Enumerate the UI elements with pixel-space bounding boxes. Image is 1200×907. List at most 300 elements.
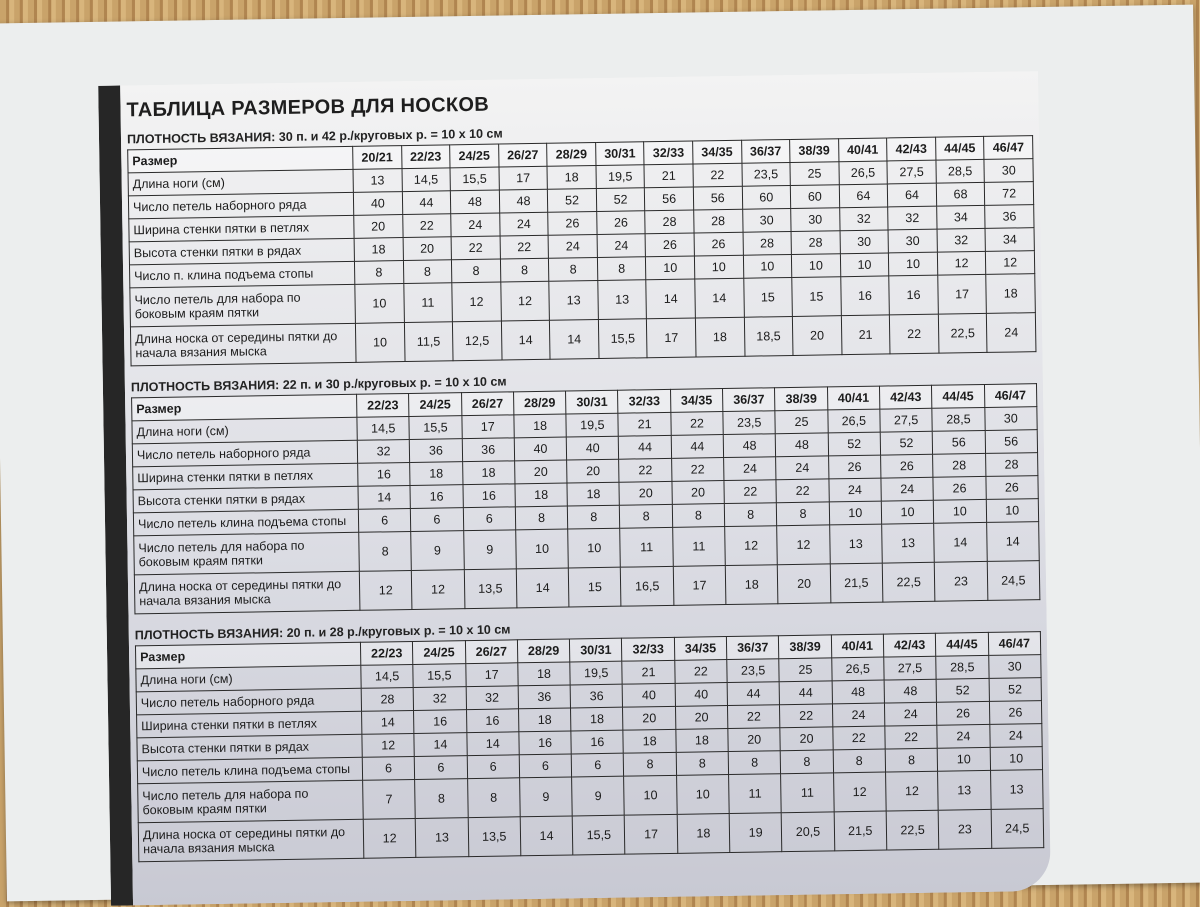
value-cell: 14 — [550, 320, 599, 360]
value-cell: 8 — [624, 752, 677, 776]
value-cell: 13 — [938, 770, 991, 810]
value-cell: 28 — [645, 210, 694, 234]
value-cell: 14 — [466, 732, 519, 756]
size-table — [131, 383, 1040, 614]
value-cell: 14 — [934, 522, 987, 562]
value-cell: 9 — [519, 777, 572, 817]
value-cell: 12 — [500, 281, 549, 321]
size-header-cell: 30/31 — [595, 142, 644, 166]
size-table-section — [131, 366, 1041, 614]
value-cell: 22 — [780, 704, 833, 728]
value-cell: 10 — [829, 501, 882, 525]
value-cell: 24 — [499, 212, 548, 236]
value-cell: 14 — [501, 320, 550, 360]
value-cell: 14 — [986, 522, 1039, 562]
value-cell: 30 — [984, 407, 1037, 431]
size-header-cell: 38/39 — [779, 635, 832, 659]
value-cell: 22 — [402, 214, 451, 238]
value-cell: 27,5 — [884, 656, 937, 680]
row-label-cell: Ширина стенки пятки в петлях — [133, 463, 358, 490]
value-cell: 36 — [410, 439, 463, 463]
value-cell: 18 — [725, 565, 778, 605]
value-cell: 8 — [515, 506, 568, 530]
value-cell: 44 — [402, 191, 451, 215]
value-cell: 28,5 — [936, 159, 985, 183]
value-cell: 8 — [777, 502, 830, 526]
value-cell: 26 — [989, 701, 1042, 725]
value-cell: 40 — [566, 436, 619, 460]
size-header-cell: 26/27 — [461, 392, 514, 416]
value-cell: 24 — [884, 702, 937, 726]
value-cell: 12 — [777, 525, 830, 565]
value-cell: 8 — [781, 750, 834, 774]
value-cell: 13 — [416, 818, 469, 858]
value-cell: 22 — [500, 235, 549, 259]
value-cell: 15 — [792, 277, 841, 317]
value-cell: 17 — [647, 318, 696, 358]
size-header-cell: 22/23 — [360, 641, 413, 665]
value-cell: 32 — [413, 687, 466, 711]
value-cell: 11 — [403, 283, 452, 323]
size-header-cell: 38/39 — [775, 387, 828, 411]
size-header-cell: 26/27 — [465, 640, 518, 664]
value-cell: 16 — [571, 730, 624, 754]
value-cell: 8 — [620, 504, 673, 528]
value-cell: 56 — [645, 187, 694, 211]
value-cell: 30 — [888, 229, 937, 253]
value-cell: 6 — [519, 754, 572, 778]
value-cell: 8 — [568, 505, 621, 529]
row-label-cell: Число петель клина подъема стопы — [137, 757, 362, 784]
row-label-cell: Число петель для набора по боковым краям пятки — [138, 780, 364, 823]
value-cell: 44 — [779, 681, 832, 705]
size-header-cell: 36/37 — [726, 636, 779, 660]
size-header-cell: 42/43 — [883, 633, 936, 657]
value-cell: 6 — [463, 507, 516, 531]
header-label-cell: Размер — [128, 146, 353, 173]
header-label-cell: Размер — [132, 394, 357, 421]
row-label-cell: Длина ноги (см) — [128, 169, 353, 196]
value-cell: 44 — [727, 682, 780, 706]
size-header-cell: 24/25 — [450, 144, 499, 168]
value-cell: 6 — [411, 508, 464, 532]
row-label-cell: Высота стенки пятки в рядах — [129, 238, 354, 265]
value-cell: 16 — [466, 709, 519, 733]
value-cell: 10 — [646, 256, 695, 280]
value-cell: 56 — [693, 186, 742, 210]
value-cell: 6 — [467, 755, 520, 779]
value-cell: 26 — [933, 476, 986, 500]
size-header-cell: 32/33 — [618, 389, 671, 413]
value-cell: 26,5 — [831, 657, 884, 681]
value-cell: 30 — [742, 208, 791, 232]
value-cell: 20 — [403, 237, 452, 261]
value-cell: 13 — [549, 281, 598, 321]
value-cell: 22 — [671, 458, 724, 482]
value-cell: 26 — [597, 211, 646, 235]
value-cell: 32 — [888, 206, 937, 230]
size-table-section — [135, 614, 1045, 862]
size-header-cell: 32/33 — [622, 637, 675, 661]
value-cell: 28 — [791, 231, 840, 255]
value-cell: 34 — [936, 205, 985, 229]
value-cell: 8 — [597, 257, 646, 281]
value-cell: 10 — [937, 747, 990, 771]
value-cell: 21 — [622, 660, 675, 684]
value-cell: 28 — [694, 209, 743, 233]
value-cell: 18 — [515, 483, 568, 507]
row-label-cell: Высота стенки пятки в рядах — [133, 486, 358, 513]
value-cell: 13 — [353, 169, 402, 193]
size-header-cell: 26/27 — [498, 143, 547, 167]
row-label-cell: Число петель наборного ряда — [128, 192, 353, 219]
size-header-cell: 22/23 — [401, 145, 450, 169]
value-cell: 17 — [499, 166, 548, 190]
value-cell: 20 — [619, 481, 672, 505]
value-cell: 27,5 — [880, 408, 933, 432]
value-cell: 19,5 — [570, 661, 623, 685]
value-cell: 16 — [463, 484, 516, 508]
density-heading: ПЛОТНОСТЬ ВЯЗАНИЯ: 20 п. и 28 р./круговых р. = 10 x 10 см — [134, 622, 511, 643]
value-cell: 40 — [353, 192, 402, 216]
size-header-cell: 30/31 — [566, 390, 619, 414]
value-cell: 8 — [549, 258, 598, 282]
value-cell: 22 — [671, 412, 724, 436]
value-cell: 22 — [451, 236, 500, 260]
size-header-cell: 40/41 — [827, 386, 880, 410]
value-cell: 23,5 — [727, 659, 780, 683]
size-table-section — [127, 118, 1037, 366]
value-cell: 22 — [724, 480, 777, 504]
value-cell: 11 — [672, 527, 725, 567]
value-cell: 14 — [358, 485, 411, 509]
value-cell: 36 — [570, 684, 623, 708]
value-cell: 20 — [623, 706, 676, 730]
value-cell: 24,5 — [987, 561, 1040, 601]
value-cell: 22,5 — [882, 562, 935, 602]
size-header-cell: 42/43 — [879, 385, 932, 409]
page-title: ТАБЛИЦА РАЗМЕРОВ ДЛЯ НОСКОВ — [126, 93, 490, 122]
size-header-cell: 28/29 — [517, 639, 570, 663]
value-cell: 7 — [363, 779, 416, 819]
density-heading: ПЛОТНОСТЬ ВЯЗАНИЯ: 22 п. и 30 р./круговых р. = 10 x 10 см — [130, 374, 507, 395]
value-cell: 12 — [363, 818, 416, 858]
size-header-cell: 36/37 — [723, 388, 776, 412]
value-cell: 28,5 — [936, 655, 989, 679]
value-cell: 32 — [357, 439, 410, 463]
value-cell: 8 — [354, 261, 403, 285]
value-cell: 48 — [450, 190, 499, 214]
value-cell: 9 — [411, 531, 464, 571]
value-cell: 15 — [743, 277, 792, 317]
value-cell: 17 — [465, 663, 518, 687]
value-cell: 9 — [572, 776, 625, 816]
value-cell: 44 — [619, 435, 672, 459]
value-cell: 48 — [499, 189, 548, 213]
value-cell: 20,5 — [782, 812, 835, 852]
value-cell: 52 — [880, 431, 933, 455]
value-cell: 19,5 — [566, 413, 619, 437]
value-cell: 28,5 — [932, 407, 985, 431]
value-cell: 14 — [414, 733, 467, 757]
printed-page — [98, 71, 1051, 906]
value-cell: 18 — [623, 729, 676, 753]
density-heading: ПЛОТНОСТЬ ВЯЗАНИЯ: 30 п. и 42 р./круговых р. = 10 x 10 см — [126, 126, 503, 147]
value-cell: 8 — [724, 503, 777, 527]
value-cell: 8 — [672, 504, 725, 528]
size-header-cell: 40/41 — [838, 138, 887, 162]
value-cell: 24 — [832, 703, 885, 727]
value-cell: 64 — [887, 183, 936, 207]
value-cell: 24 — [548, 235, 597, 259]
value-cell: 10 — [694, 255, 743, 279]
value-cell: 24 — [881, 477, 934, 501]
value-cell: 6 — [415, 756, 468, 780]
value-cell: 8 — [500, 258, 549, 282]
row-label-cell: Число петель для набора по боковым краям пятки — [134, 532, 360, 575]
row-label-cell: Длина ноги (см) — [132, 417, 357, 444]
value-cell: 28 — [933, 453, 986, 477]
value-cell: 23 — [935, 561, 988, 601]
row-label-cell: Число петель наборного ряда — [132, 440, 357, 467]
row-label-cell: Длина ноги (см) — [136, 665, 361, 692]
value-cell: 30 — [791, 208, 840, 232]
value-cell: 14 — [516, 568, 569, 608]
value-cell: 30 — [988, 655, 1041, 679]
value-cell: 20 — [675, 706, 728, 730]
value-cell: 60 — [790, 185, 839, 209]
size-header-cell: 30/31 — [570, 638, 623, 662]
value-cell: 10 — [568, 528, 621, 568]
size-header-cell: 28/29 — [513, 391, 566, 415]
value-cell: 15,5 — [409, 416, 462, 440]
value-cell: 32 — [937, 228, 986, 252]
value-cell: 24 — [597, 234, 646, 258]
value-cell: 20 — [515, 460, 568, 484]
value-cell: 24 — [724, 457, 777, 481]
row-label-cell: Число петель наборного ряда — [136, 688, 361, 715]
value-cell: 23,5 — [723, 411, 776, 435]
value-cell: 10 — [624, 775, 677, 815]
value-cell: 21 — [644, 164, 693, 188]
value-cell: 52 — [828, 432, 881, 456]
value-cell: 30 — [840, 230, 889, 254]
value-cell: 10 — [676, 775, 729, 815]
value-cell: 14 — [695, 278, 744, 318]
value-cell: 18,5 — [744, 316, 793, 356]
value-cell: 14 — [646, 279, 695, 319]
value-cell: 8 — [885, 748, 938, 772]
value-cell: 21 — [841, 315, 890, 355]
size-header-cell: 34/35 — [674, 637, 727, 661]
value-cell: 24,5 — [991, 809, 1044, 849]
value-cell: 12 — [452, 282, 501, 322]
size-header-cell: 44/45 — [935, 136, 984, 160]
value-cell: 18 — [567, 482, 620, 506]
value-cell: 15 — [568, 567, 621, 607]
value-cell: 18 — [354, 238, 403, 262]
value-cell: 8 — [467, 778, 520, 818]
value-cell: 20 — [354, 215, 403, 239]
value-cell: 10 — [986, 499, 1039, 523]
value-cell: 8 — [415, 779, 468, 819]
value-cell: 10 — [881, 500, 934, 524]
value-cell: 11 — [781, 773, 834, 813]
value-cell: 64 — [839, 184, 888, 208]
value-cell: 6 — [571, 753, 624, 777]
value-cell: 12 — [833, 772, 886, 812]
header-label-cell: Размер — [135, 642, 360, 669]
value-cell: 14,5 — [357, 416, 410, 440]
value-cell: 25 — [790, 162, 839, 186]
size-header-cell: 46/47 — [984, 136, 1033, 160]
value-cell: 26,5 — [839, 161, 888, 185]
value-cell: 22 — [675, 660, 728, 684]
value-cell: 23 — [938, 809, 991, 849]
value-cell: 10 — [791, 254, 840, 278]
value-cell: 10 — [743, 254, 792, 278]
value-cell: 18 — [986, 274, 1035, 314]
value-cell: 68 — [936, 182, 985, 206]
value-cell: 12 — [725, 526, 778, 566]
value-cell: 24 — [776, 456, 829, 480]
value-cell: 20 — [567, 459, 620, 483]
value-cell: 15,5 — [450, 167, 499, 191]
size-header-cell: 42/43 — [887, 137, 936, 161]
value-cell: 10 — [990, 747, 1043, 771]
value-cell: 8 — [728, 751, 781, 775]
value-cell: 8 — [359, 531, 412, 571]
value-cell: 18 — [410, 462, 463, 486]
row-label-cell: Ширина стенки пятки в петлях — [137, 711, 362, 738]
value-cell: 24 — [451, 213, 500, 237]
value-cell: 44 — [671, 435, 724, 459]
value-cell: 19 — [729, 813, 782, 853]
row-label-cell: Число п. клина подъема стопы — [129, 261, 354, 288]
value-cell: 14,5 — [361, 664, 414, 688]
size-header-cell: 20/21 — [353, 146, 402, 170]
value-cell: 24 — [989, 724, 1042, 748]
value-cell: 34 — [985, 228, 1034, 252]
value-cell: 32 — [466, 686, 519, 710]
value-cell: 20 — [778, 564, 831, 604]
value-cell: 27,5 — [887, 160, 936, 184]
value-cell: 14 — [362, 710, 415, 734]
value-cell: 12 — [886, 771, 939, 811]
value-cell: 26 — [694, 232, 743, 256]
size-header-cell: 44/45 — [932, 384, 985, 408]
value-cell: 17 — [625, 814, 678, 854]
value-cell: 36 — [985, 205, 1034, 229]
size-header-cell: 32/33 — [644, 141, 693, 165]
value-cell: 6 — [362, 756, 415, 780]
value-cell: 12 — [362, 733, 415, 757]
row-label-cell: Длина носка от середины пятки до начала вязания мыска — [134, 571, 360, 614]
value-cell: 10 — [355, 284, 404, 324]
row-label-cell: Число петель для набора по боковым краям пятки — [130, 284, 356, 327]
value-cell: 40 — [675, 683, 728, 707]
value-cell: 32 — [839, 207, 888, 231]
size-header-cell: 38/39 — [790, 139, 839, 163]
value-cell: 22 — [885, 725, 938, 749]
value-cell: 13 — [990, 770, 1043, 810]
value-cell: 12 — [937, 251, 986, 275]
value-cell: 20 — [780, 727, 833, 751]
value-cell: 10 — [840, 253, 889, 277]
value-cell: 40 — [623, 683, 676, 707]
value-cell: 12 — [986, 251, 1035, 275]
value-cell: 18 — [518, 662, 571, 686]
value-cell: 18 — [676, 729, 729, 753]
value-cell: 25 — [775, 410, 828, 434]
value-cell: 22,5 — [938, 313, 987, 353]
value-cell: 26 — [548, 212, 597, 236]
value-cell: 16 — [358, 462, 411, 486]
value-cell: 36 — [462, 438, 515, 462]
value-cell: 18 — [571, 707, 624, 731]
value-cell: 18 — [462, 461, 515, 485]
value-cell: 18 — [695, 317, 744, 357]
value-cell: 22 — [728, 705, 781, 729]
row-label-cell: Высота стенки пятки в рядах — [137, 734, 362, 761]
size-header-cell: 28/29 — [547, 143, 596, 167]
value-cell: 15,5 — [598, 319, 647, 359]
value-cell: 19,5 — [596, 165, 645, 189]
value-cell: 10 — [355, 323, 404, 363]
row-label-cell: Ширина стенки пятки в петлях — [129, 215, 354, 242]
value-cell: 52 — [548, 189, 597, 213]
value-cell: 52 — [936, 678, 989, 702]
size-header-cell: 34/35 — [693, 140, 742, 164]
value-cell: 22 — [833, 726, 886, 750]
value-cell: 17 — [673, 566, 726, 606]
value-cell: 21 — [618, 412, 671, 436]
value-cell: 16 — [840, 276, 889, 316]
value-cell: 52 — [596, 188, 645, 212]
value-cell: 30 — [984, 159, 1033, 183]
value-cell: 16 — [414, 710, 467, 734]
value-cell: 11 — [729, 774, 782, 814]
size-header-cell: 44/45 — [936, 632, 989, 656]
tables-container — [127, 118, 1044, 862]
value-cell: 18 — [547, 166, 596, 190]
value-cell: 28 — [743, 231, 792, 255]
value-cell: 40 — [514, 437, 567, 461]
value-cell: 56 — [932, 430, 985, 454]
value-cell: 22 — [890, 314, 939, 354]
value-cell: 60 — [742, 185, 791, 209]
row-label-cell: Длина носка от середины пятки до начала вязания мыска — [130, 323, 356, 366]
value-cell: 11 — [620, 527, 673, 567]
value-cell: 23,5 — [741, 162, 790, 186]
value-cell: 12 — [412, 570, 465, 610]
value-cell: 21,5 — [834, 811, 887, 851]
value-cell: 8 — [676, 752, 729, 776]
value-cell: 14 — [520, 816, 573, 856]
value-cell: 56 — [985, 430, 1038, 454]
value-cell: 25 — [779, 658, 832, 682]
value-cell: 24 — [829, 478, 882, 502]
value-cell: 36 — [518, 685, 571, 709]
value-cell: 20 — [728, 728, 781, 752]
value-cell: 13 — [882, 523, 935, 563]
value-cell: 10 — [934, 499, 987, 523]
value-cell: 12 — [359, 570, 412, 610]
value-cell: 17 — [461, 415, 514, 439]
value-cell: 10 — [889, 252, 938, 276]
size-header-cell: 46/47 — [984, 384, 1037, 408]
value-cell: 26,5 — [828, 409, 881, 433]
